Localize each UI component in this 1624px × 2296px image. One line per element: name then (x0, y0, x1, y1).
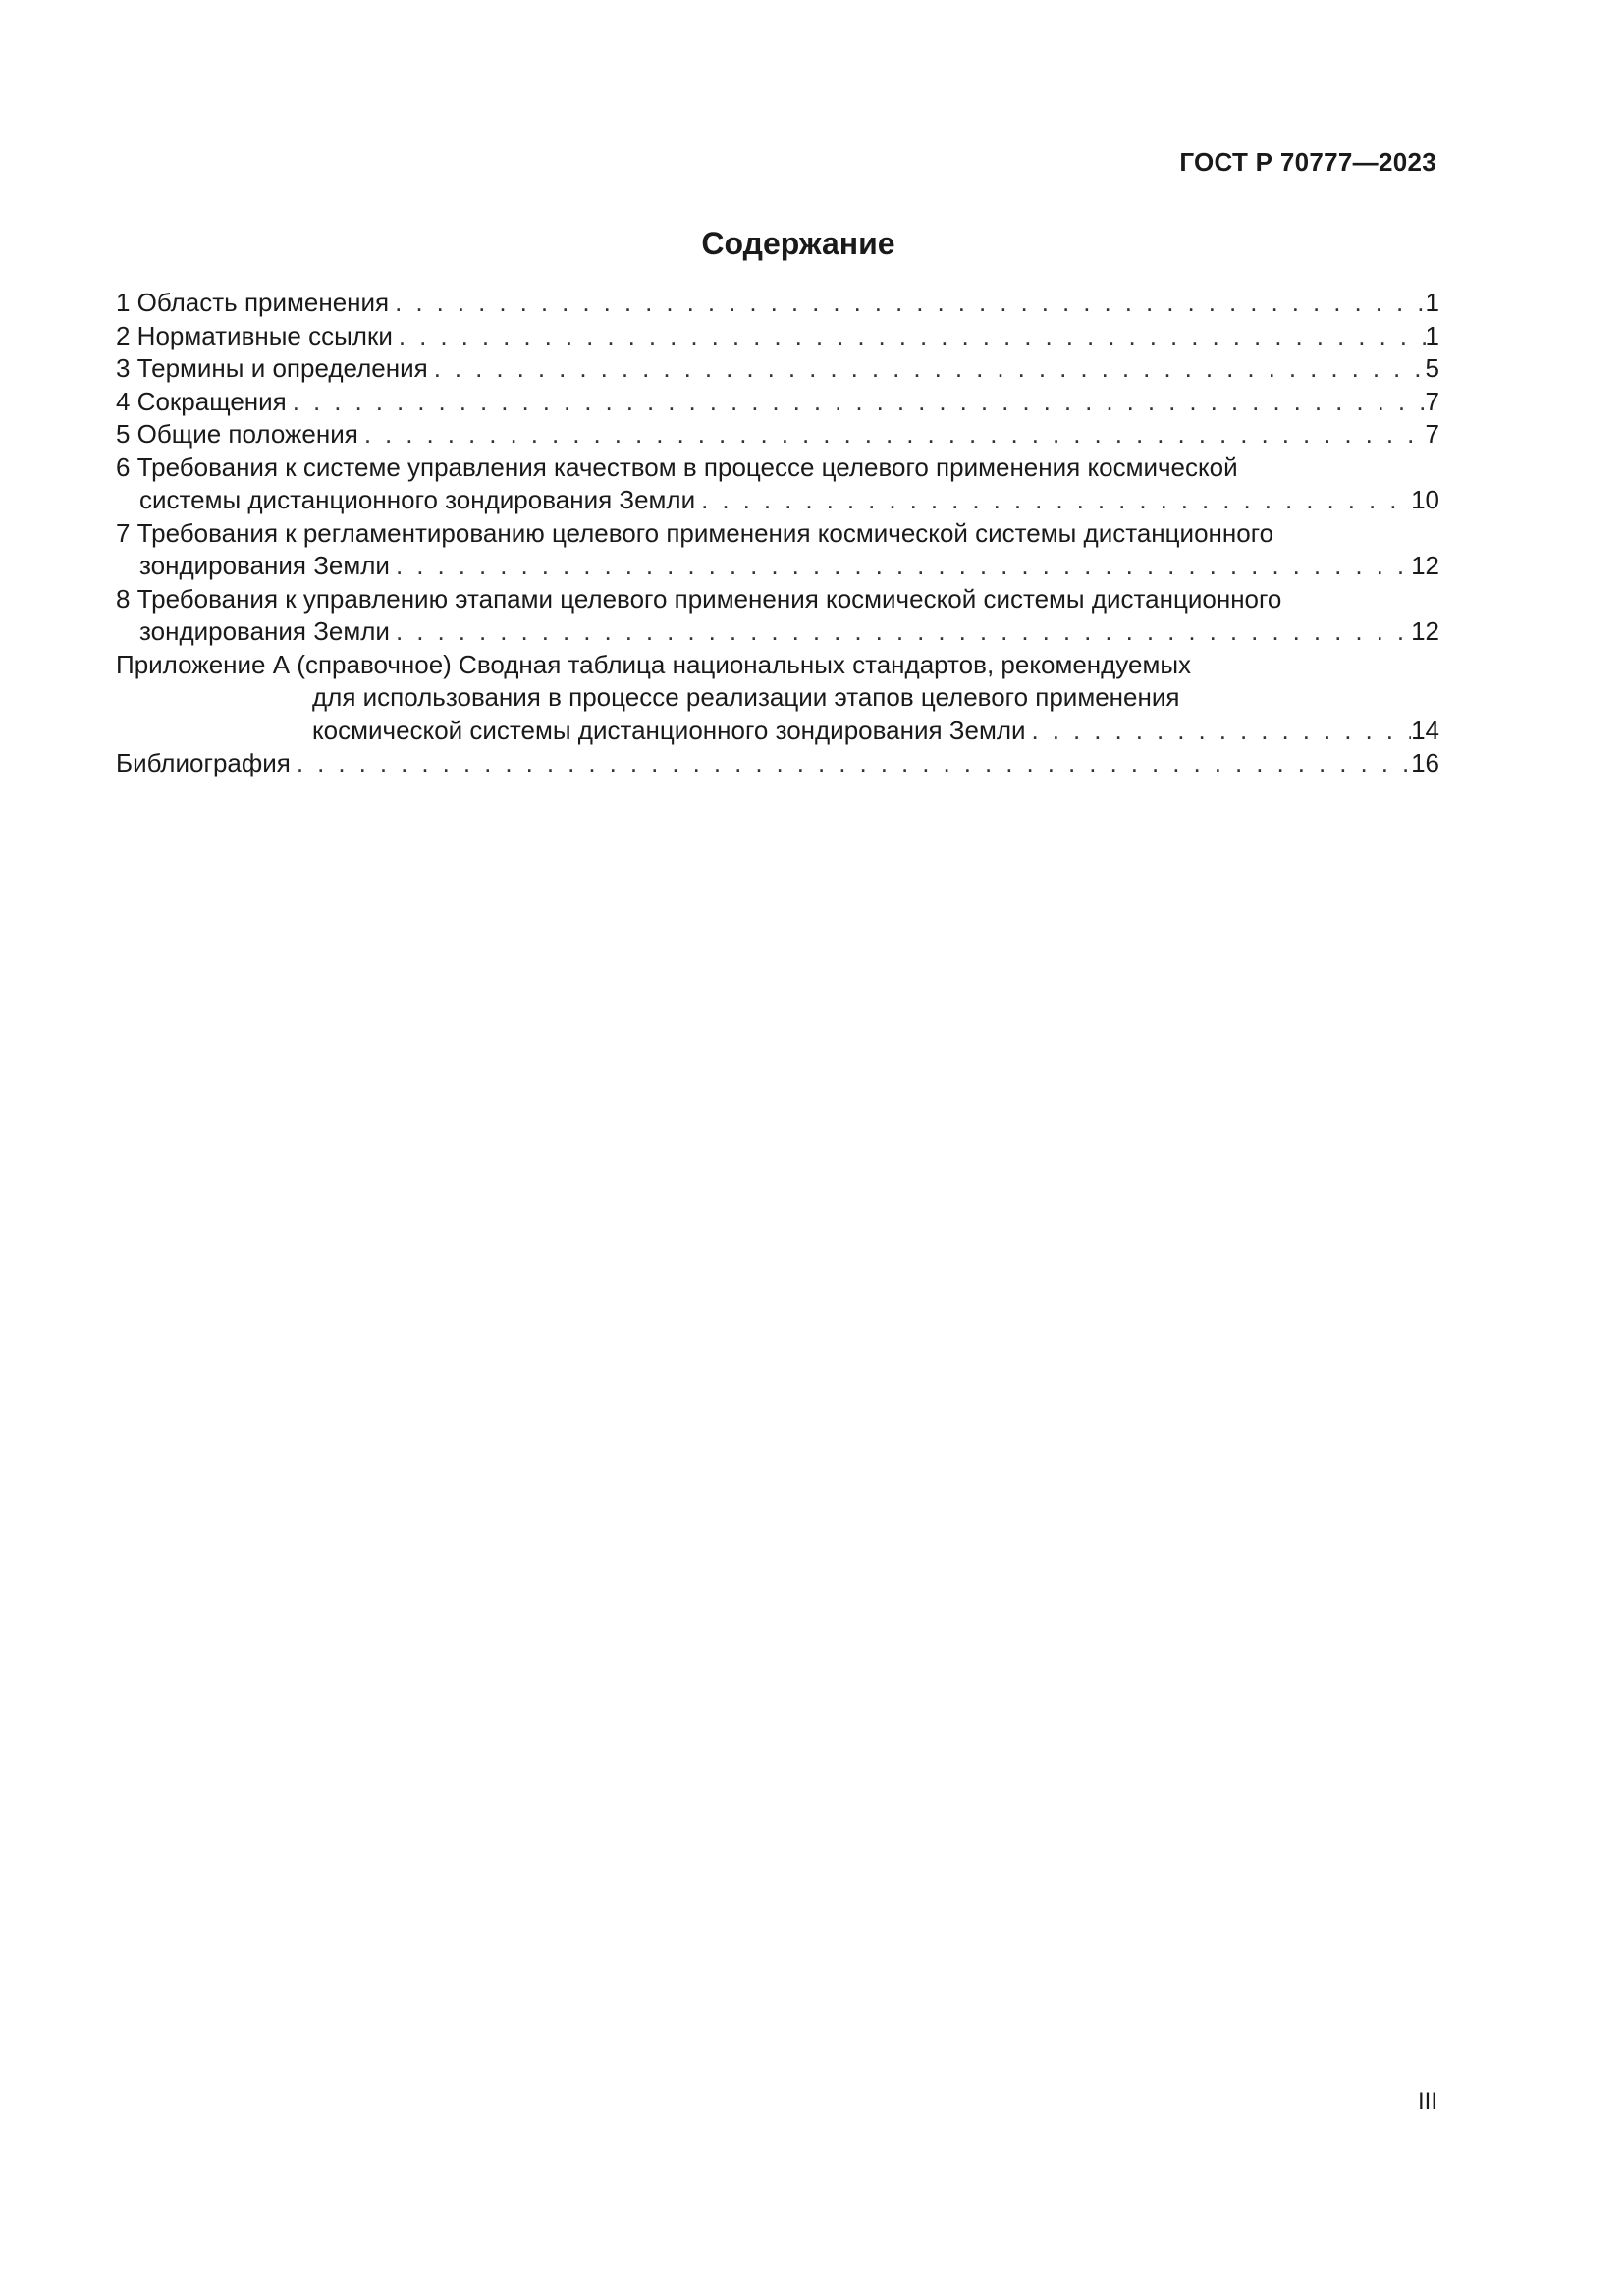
toc-title: Содержание (701, 226, 895, 261)
toc-entry-line (116, 287, 1439, 320)
toc-entry-line (116, 484, 1439, 517)
toc-leader-dots (358, 418, 1426, 452)
toc-entry[interactable] (116, 287, 1439, 320)
toc-entry-line (116, 715, 1439, 748)
toc-page-number: 7 (1425, 419, 1439, 449)
toc-entry-line (116, 452, 1439, 485)
toc-entry-line (116, 615, 1439, 649)
toc-entry[interactable] (116, 352, 1439, 386)
toc-leader-dots (428, 352, 1426, 386)
toc-entry[interactable] (116, 452, 1439, 517)
toc-entry[interactable] (116, 320, 1439, 353)
toc-entry[interactable] (116, 517, 1439, 583)
toc-entry[interactable] (116, 386, 1439, 419)
toc-leader-dots (291, 747, 1411, 780)
toc-leader-dots (695, 484, 1411, 517)
toc-leader-dots (389, 287, 1425, 320)
toc-entry-line (116, 550, 1439, 583)
toc-entry-text: для использования в процессе реализации этапов целевого применения (312, 682, 1180, 712)
toc-entry[interactable] (116, 418, 1439, 452)
toc-entry-text: Приложение А (справочное) Сводная таблица национальных стандартов, рекомендуемых (116, 649, 1192, 679)
toc-entry-text: 6 Требования к системе управления качеством в процессе целевого применения космической (116, 452, 1238, 482)
toc-entry-line (116, 418, 1439, 452)
toc-entry-text: зондирования Земли (139, 616, 390, 646)
toc-entry-text: 4 Сокращения (116, 386, 287, 416)
toc-leader-dots (390, 615, 1411, 649)
toc-page-number: 5 (1425, 353, 1439, 383)
toc-page-number: 16 (1411, 748, 1439, 777)
toc-entry-line (116, 747, 1439, 780)
toc-leader-dots (1026, 715, 1412, 748)
toc-entry-text: 2 Нормативные ссылки (116, 320, 393, 350)
toc-entry-line (116, 583, 1439, 616)
toc-entry-text: системы дистанционного зондирования Земли (139, 485, 696, 514)
toc-entry-line (116, 681, 1439, 715)
toc-page-number: 12 (1411, 616, 1439, 646)
toc-entry[interactable] (116, 747, 1439, 780)
toc-page-number: 7 (1425, 386, 1439, 416)
toc-entry-text: 5 Общие положения (116, 419, 358, 449)
toc-entry[interactable] (116, 649, 1439, 748)
toc-leader-dots (390, 550, 1411, 583)
toc-entry-text: 7 Требования к регламентированию целевого применения космической системы дистанционного (116, 517, 1274, 548)
toc-page-number: 1 (1425, 288, 1439, 317)
toc-entry-line (116, 352, 1439, 386)
toc-entry-text: 1 Область применения (116, 288, 390, 317)
toc-entry-text: зондирования Земли (139, 551, 390, 580)
toc-entry-text: космической системы дистанционного зондирования Земли (312, 715, 1026, 745)
page-number: III (1417, 2088, 1437, 2114)
toc-entry-line (116, 320, 1439, 353)
toc-entry-text: Библиография (116, 748, 291, 777)
toc-entry-text: 3 Термины и определения (116, 353, 428, 383)
toc-page-number: 10 (1411, 485, 1439, 514)
toc-page-number: 14 (1411, 715, 1439, 745)
toc-page-number: 12 (1411, 551, 1439, 580)
table-of-contents (116, 287, 1439, 780)
document-id: ГОСТ Р 70777—2023 (1179, 147, 1436, 177)
toc-leader-dots (393, 320, 1426, 353)
toc-entry-line (116, 386, 1439, 419)
toc-leader-dots (287, 386, 1426, 419)
toc-entry-text: 8 Требования к управлению этапами целевого применения космической системы дистанционного (116, 583, 1282, 614)
toc-entry-line (116, 649, 1439, 682)
toc-entry-line (116, 517, 1439, 551)
toc-page-number: 1 (1425, 320, 1439, 350)
toc-entry[interactable] (116, 583, 1439, 649)
